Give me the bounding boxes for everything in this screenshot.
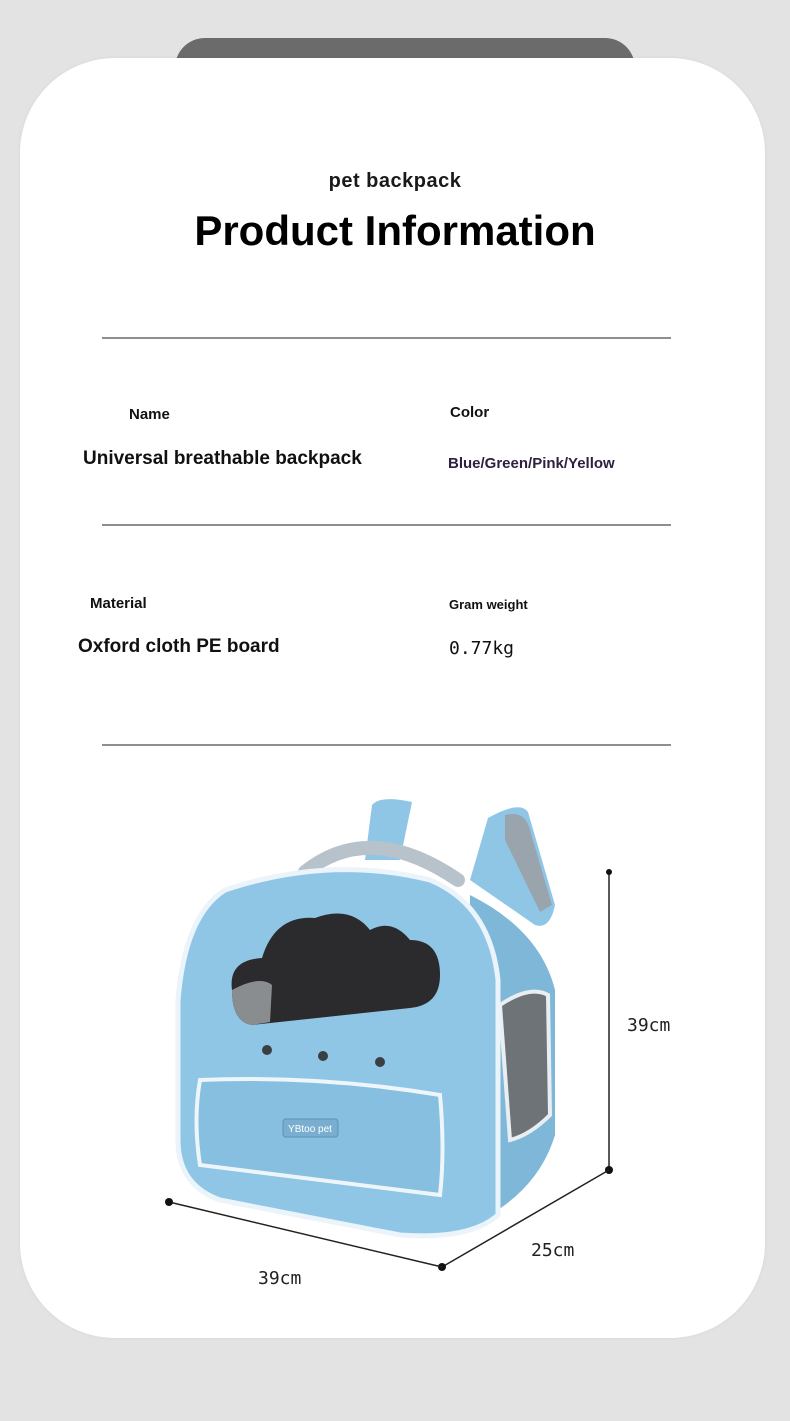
width-label: 39cm bbox=[258, 1268, 302, 1289]
vent-hole bbox=[375, 1057, 385, 1067]
brand-tag-text: YBtoo pet bbox=[288, 1124, 332, 1135]
color-label: Color bbox=[450, 404, 490, 421]
name-value: Universal breathable backpack bbox=[83, 448, 362, 469]
vent-hole bbox=[318, 1051, 328, 1061]
weight-label: Gram weight bbox=[449, 597, 528, 612]
height-label: 39cm bbox=[627, 1015, 671, 1036]
weight-value: 0.77kg bbox=[449, 638, 515, 659]
name-label: Name bbox=[129, 406, 170, 423]
dimension-endpoint bbox=[165, 1198, 173, 1206]
dimension-endpoint bbox=[606, 869, 612, 875]
page-title: Product Information bbox=[194, 207, 596, 254]
divider-bottom bbox=[102, 744, 671, 746]
depth-label: 25cm bbox=[531, 1240, 575, 1261]
divider-top bbox=[102, 337, 671, 339]
material-label: Material bbox=[90, 595, 147, 612]
divider-middle bbox=[102, 524, 671, 526]
color-value: Blue/Green/Pink/Yellow bbox=[448, 455, 615, 472]
vent-hole bbox=[262, 1045, 272, 1055]
backpack-illustration bbox=[0, 760, 790, 1320]
product-subtitle: pet backpack bbox=[328, 170, 462, 192]
side-mesh-window bbox=[500, 992, 550, 1140]
material-value: Oxford cloth PE board bbox=[78, 636, 280, 657]
